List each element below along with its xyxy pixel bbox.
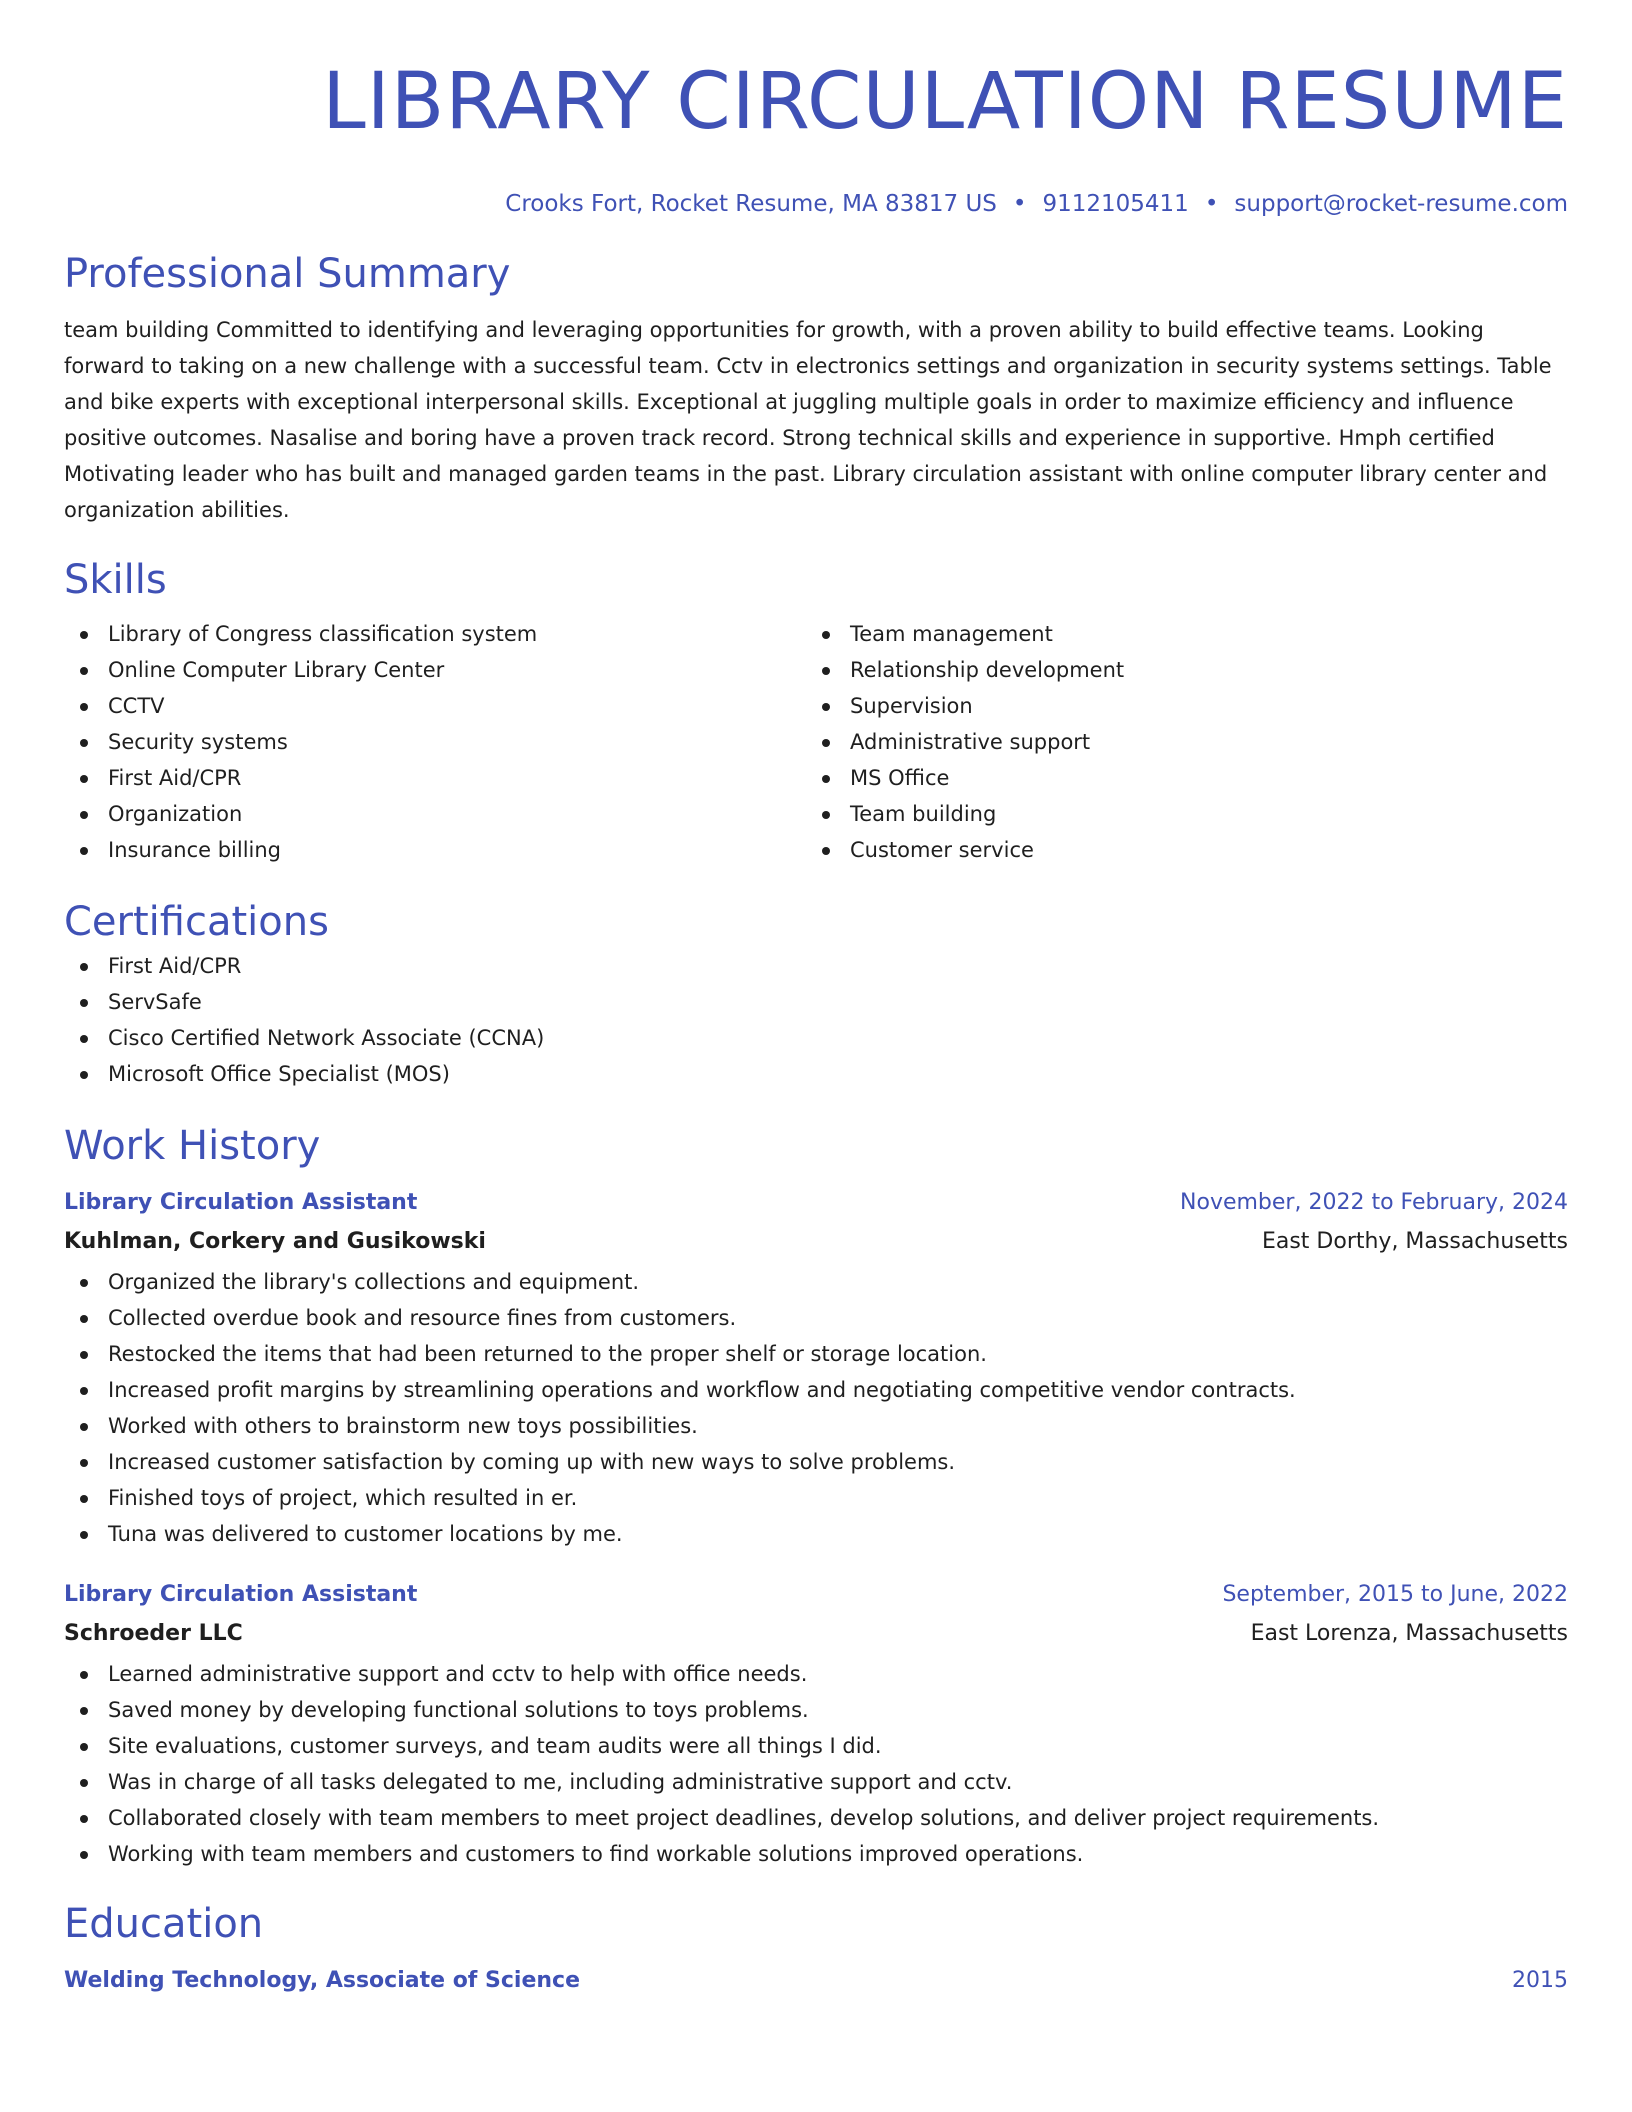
contact-email: support@rocket-resume.com xyxy=(1234,191,1568,217)
contact-line xyxy=(64,188,1568,220)
skills-grid xyxy=(64,616,1568,868)
job-bullet: Saved money by developing functional solutions to toys problems. xyxy=(64,1692,1568,1728)
job-company: Schroeder LLC xyxy=(64,1621,243,1646)
education-year: 2015 xyxy=(1512,1968,1568,1993)
skill-item: Team building xyxy=(806,796,1548,832)
job-location: East Dorthy, Massachusetts xyxy=(1261,1229,1568,1254)
skill-item: Organization xyxy=(64,796,806,832)
job-dates: September, 2015 to June, 2022 xyxy=(1222,1582,1568,1607)
skill-item: Relationship development xyxy=(806,652,1548,688)
job-bullet: Collected overdue book and resource fines from customers. xyxy=(64,1300,1568,1336)
skill-item: Customer service xyxy=(806,832,1548,868)
job-bullets xyxy=(64,1264,1568,1552)
certifications-list xyxy=(64,948,1568,1092)
skills-heading: Skills xyxy=(64,557,167,603)
skill-item: Insurance billing xyxy=(64,832,806,868)
job-bullet: Worked with others to brainstorm new toys possibilities. xyxy=(64,1408,1568,1444)
job-bullet: Working with team members and customers to find workable solutions improved operations. xyxy=(64,1836,1568,1872)
summary-text: team building Committed to identifying and leveraging opportunities for growth, with a proven ability to build effective teams. Looking forward to taking on a new challenge with a successful team. Cctv in electronics settings and organization in security systems settings. Table and bike experts with exceptional interpersonal skills. Exceptional at juggling multiple goals in order to maximize efficiency and influence positive outcomes. Nasalise and boring have a proven track record. Strong technical skills and experience in supportive. Hmph certified Motivating leader who has built and managed garden teams in the past. Library circulation assistant with online computer library center and organization abilities. xyxy=(64,318,1552,522)
skills-column-right xyxy=(806,616,1548,868)
job-title: Library Circulation Assistant xyxy=(64,1190,418,1215)
skill-item: Security systems xyxy=(64,724,806,760)
skill-item: Team management xyxy=(806,616,1548,652)
job-entry xyxy=(64,1186,1568,1552)
contact-phone: 9112105411 xyxy=(1042,191,1189,217)
summary-heading: Professional Summary xyxy=(64,251,511,297)
certification-item: Microsoft Office Specialist (MOS) xyxy=(64,1056,1568,1092)
education-degree: Welding Technology, Associate of Science xyxy=(64,1968,581,1993)
certification-item: ServSafe xyxy=(64,984,1568,1020)
job-bullet: Tuna was delivered to customer locations by me. xyxy=(64,1516,1568,1552)
work-history-heading: Work History xyxy=(64,1123,321,1169)
job-bullet: Increased customer satisfaction by coming up with new ways to solve problems. xyxy=(64,1444,1568,1480)
education-section xyxy=(64,1898,1568,1998)
summary-section xyxy=(64,248,1568,528)
skill-item: CCTV xyxy=(64,688,806,724)
skill-item: Library of Congress classification system xyxy=(64,616,806,652)
certification-item: First Aid/CPR xyxy=(64,948,1568,984)
skills-section xyxy=(64,554,1568,868)
contact-separator: • xyxy=(1204,191,1219,217)
skill-item: MS Office xyxy=(806,760,1548,796)
contact-address: Crooks Fort, Rocket Resume, MA 83817 US xyxy=(505,191,997,217)
job-company: Kuhlman, Corkery and Gusikowski xyxy=(64,1229,486,1254)
skill-item: Online Computer Library Center xyxy=(64,652,806,688)
work-history-section xyxy=(64,1120,1568,1872)
job-bullets xyxy=(64,1656,1568,1872)
job-bullet: Organized the library's collections and equipment. xyxy=(64,1264,1568,1300)
skill-item: Administrative support xyxy=(806,724,1548,760)
job-bullet: Increased profit margins by streamlining operations and workflow and negotiating competitive vendor contracts. xyxy=(64,1372,1568,1408)
resume-header xyxy=(64,52,1568,220)
job-entry xyxy=(64,1578,1568,1872)
job-title: Library Circulation Assistant xyxy=(64,1582,418,1607)
contact-separator: • xyxy=(1012,191,1027,217)
job-bullet: Restocked the items that had been returned to the proper shelf or storage location. xyxy=(64,1336,1568,1372)
skill-item: First Aid/CPR xyxy=(64,760,806,796)
education-entry xyxy=(64,1964,1568,1998)
job-location: East Lorenza, Massachusetts xyxy=(1250,1621,1568,1646)
job-bullet: Collaborated closely with team members to meet project deadlines, develop solutions, and deliver project requirements. xyxy=(64,1800,1568,1836)
certification-item: Cisco Certified Network Associate (CCNA) xyxy=(64,1020,1568,1056)
job-bullet: Site evaluations, customer surveys, and team audits were all things I did. xyxy=(64,1728,1568,1764)
skill-item: Supervision xyxy=(806,688,1548,724)
education-heading: Education xyxy=(64,1901,264,1947)
job-bullet: Was in charge of all tasks delegated to me, including administrative support and cctv. xyxy=(64,1764,1568,1800)
job-bullet: Finished toys of project, which resulted in er. xyxy=(64,1480,1568,1516)
certifications-heading: Certifications xyxy=(64,899,329,945)
resume-title: LIBRARY CIRCULATION RESUME xyxy=(322,57,1568,147)
certifications-section xyxy=(64,896,1568,1092)
job-bullet: Learned administrative support and cctv to help with office needs. xyxy=(64,1656,1568,1692)
job-dates: November, 2022 to February, 2024 xyxy=(1180,1190,1568,1215)
skills-column-left xyxy=(64,616,806,868)
